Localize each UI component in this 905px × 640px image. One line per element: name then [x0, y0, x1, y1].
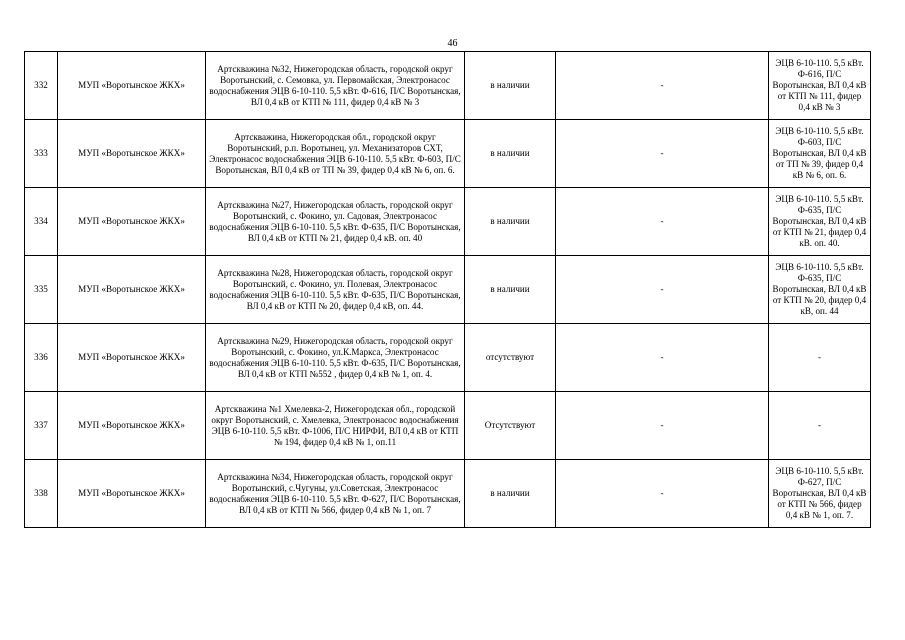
organization-cell: МУП «Воротынское ЖКХ»: [58, 256, 206, 324]
power-supply-cell: ЭЦВ 6-10-110. 5,5 кВт. Ф-603, П/С Воротынская, ВЛ 0,4 кВ от ТП № 39, фидер 0,4 кВ № 6, оп. 6.: [769, 120, 871, 188]
row-number: 334: [25, 188, 58, 256]
address-cell: Артскважина, Нижегородская обл., городской округ Воротынский, р.п. Воротынец, ул. Механизаторов СХТ, Электронасос водоснабжения ЭЦВ 6-10-110. 5,5 кВт. Ф-603, П/С Воротынская, ВЛ 0,4 кВ от ТП № 39, фидер 0,4 кВ № 6, оп. 6.: [206, 120, 465, 188]
address-cell: Артскважина №27, Нижегородская область, городской округ Воротынский, с. Фокино, ул. Садовая, Электронасос водоснабжения ЭЦВ 6-10-110. 5,5 кВт. Ф-635, П/С Воротынская, ВЛ 0,4 кВ от КТП № 21, фидер 0,4 кВ. оп. 40: [206, 188, 465, 256]
row-number: 338: [25, 460, 58, 528]
power-supply-cell: -: [769, 324, 871, 392]
row-number: 333: [25, 120, 58, 188]
extra-cell: -: [556, 392, 769, 460]
meter-status-cell: в наличии: [465, 52, 556, 120]
organization-cell: МУП «Воротынское ЖКХ»: [58, 120, 206, 188]
meter-status-cell: отсутствуют: [465, 324, 556, 392]
address-cell: Артскважина №1 Хмелевка-2, Нижегородская обл., городской округ Воротынский, с. Хмелевка, Электронасос водоснабжения ЭЦВ 6-10-110. 5,5 кВт. Ф-1006, П/С НИРФИ, ВЛ 0,4 кВ от КТП № 194, фидер 0,4 кВ № 1, оп.11: [206, 392, 465, 460]
meter-status-cell: в наличии: [465, 460, 556, 528]
extra-cell: -: [556, 324, 769, 392]
table-row: [25, 52, 871, 120]
meter-status-cell: в наличии: [465, 256, 556, 324]
power-supply-cell: -: [769, 392, 871, 460]
extra-cell: -: [556, 188, 769, 256]
page-number: 46: [447, 38, 458, 49]
row-number: 336: [25, 324, 58, 392]
address-cell: Артскважина №32, Нижегородская область, городской округ Воротынский, с. Семовка, ул. Первомайская, Электронасос водоснабжения ЭЦВ 6-10-110. 5,5 кВт. Ф-616, П/С Воротынская, ВЛ 0,4 кВ от КТП № 111, фидер 0,4 кВ № 3: [206, 52, 465, 120]
registry-table: [24, 51, 871, 528]
extra-cell: -: [556, 460, 769, 528]
address-cell: Артскважина №28, Нижегородская область, городской округ Воротынский, с. Фокино, ул. Полевая, Электронасос водоснабжения ЭЦВ 6-10-110. 5,5 кВт. Ф-635, П/С Воротынская, ВЛ 0,4 кВ от КТП № 20, фидер 0,4 кВ, оп. 44.: [206, 256, 465, 324]
extra-cell: -: [556, 52, 769, 120]
power-supply-cell: ЭЦВ 6-10-110. 5,5 кВт. Ф-635, П/С Воротынская, ВЛ 0,4 кВ от КТП № 20, фидер 0,4 кВ, оп. 44: [769, 256, 871, 324]
table-row: [25, 120, 871, 188]
power-supply-cell: ЭЦВ 6-10-110. 5,5 кВт. Ф-635, П/С Воротынская, ВЛ 0,4 кВ от КТП № 21, фидер 0,4 кВ. оп. 40.: [769, 188, 871, 256]
table-row: [25, 188, 871, 256]
row-number: 337: [25, 392, 58, 460]
meter-status-cell: в наличии: [465, 188, 556, 256]
organization-cell: МУП «Воротынское ЖКХ»: [58, 460, 206, 528]
organization-cell: МУП «Воротынское ЖКХ»: [58, 324, 206, 392]
organization-cell: МУП «Воротынское ЖКХ»: [58, 52, 206, 120]
table-row: [25, 324, 871, 392]
table-row: [25, 460, 871, 528]
table-row: [25, 392, 871, 460]
organization-cell: МУП «Воротынское ЖКХ»: [58, 188, 206, 256]
address-cell: Артскважина №34, Нижегородская область, городской округ Воротынский, с.Чугуны, ул.Советская, Электронасос водоснабжения ЭЦВ 6-10-110. 5,5 кВт. Ф-627, П/С Воротынская, ВЛ 0,4 кВ от КТП № 566, фидер 0,4 кВ № 1, оп. 7: [206, 460, 465, 528]
meter-status-cell: в наличии: [465, 120, 556, 188]
power-supply-cell: ЭЦВ 6-10-110. 5,5 кВт. Ф-627, П/С Воротынская, ВЛ 0,4 кВ от КТП № 566, фидер 0,4 кВ № 1, оп. 7.: [769, 460, 871, 528]
table-row: [25, 256, 871, 324]
meter-status-cell: Отсутствуют: [465, 392, 556, 460]
organization-cell: МУП «Воротынское ЖКХ»: [58, 392, 206, 460]
extra-cell: -: [556, 256, 769, 324]
power-supply-cell: ЭЦВ 6-10-110. 5,5 кВт. Ф-616, П/С Воротынская, ВЛ 0,4 кВ от КТП № 111, фидер 0,4 кВ № 3: [769, 52, 871, 120]
row-number: 335: [25, 256, 58, 324]
address-cell: Артскважина №29, Нижегородская область, городской округ Воротынский, с. Фокино, ул.К.Маркса, Электронасос водоснабжения ЭЦВ 6-10-110. 5,5 кВт. Ф-635, П/С Воротынская, ВЛ 0,4 кВ от КТП №552 , фидер 0,4 кВ № 1, оп. 4.: [206, 324, 465, 392]
row-number: 332: [25, 52, 58, 120]
extra-cell: -: [556, 120, 769, 188]
